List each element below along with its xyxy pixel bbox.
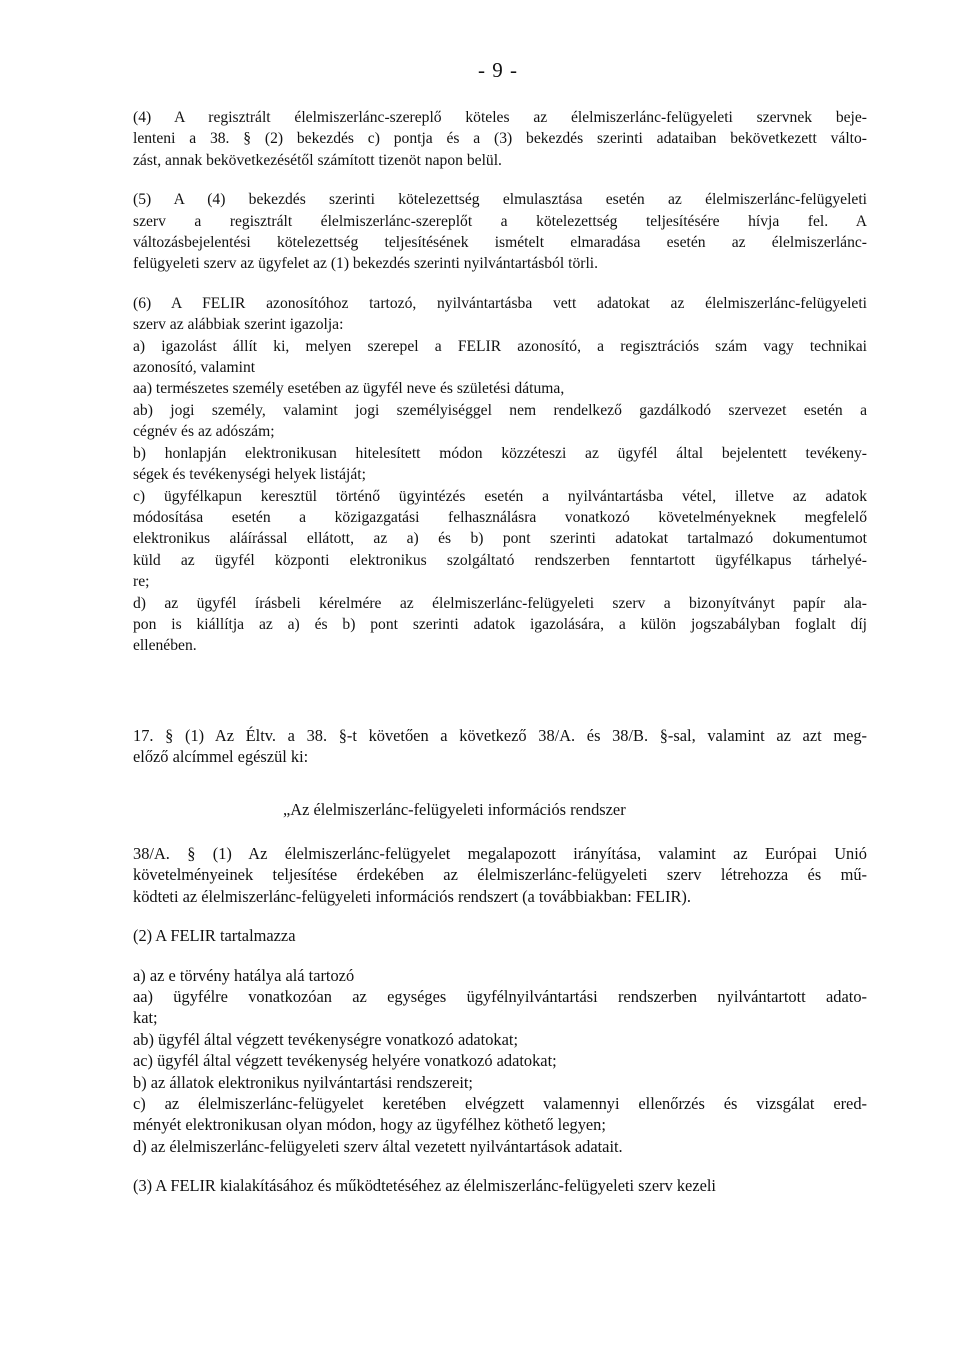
subtitle-felir: „Az élelmiszerlánc-felügyeleti információs rendszer	[283, 799, 626, 819]
paragraph-p6-line: ab) jogi személy, valamint jogi személyiséggel nem rendelkező gazdálkodó szervezet esetén a	[133, 401, 867, 419]
paragraph-p38a1-line: követelményeinek teljesítése érdekében az élelmiszerlánc-felügyeleti szerv létrehozza és mű-	[133, 865, 867, 885]
paragraph-p38a3	[133, 1175, 867, 1196]
paragraph-p4	[133, 107, 867, 171]
section-17	[133, 725, 867, 768]
paragraph-p38a2-line: (2) A FELIR tartalmazza	[133, 926, 296, 946]
paragraph-p38a2list-line: a) az e törvény hatálya alá tartozó	[133, 965, 355, 985]
paragraph-p6-line: a) igazolást állít ki, melyen szerepel a FELIR azonosító, a regisztrációs szám vagy technikai	[133, 337, 867, 355]
paragraph-p38a2list-line: d) az élelmiszerlánc-felügyeleti szerv által vezetett nyilvántartások adatait.	[133, 1136, 623, 1156]
paragraph-p38a2list-line: ményét elektronikusan olyan módon, hogy az ügyfélhez köthető legyen;	[133, 1115, 606, 1135]
paragraph-p6-line: b) honlapján elektronikusan hitelesített módon közzéteszi az ügyfél által bejelentett tevékeny-	[133, 444, 867, 462]
paragraph-p6-line: küld az ügyfél központi elektronikus szolgáltató rendszerben fenntartott ügyfélkapus tárhelyé-	[133, 551, 867, 569]
paragraph-p38a2list-line: ab) ügyfél által végzett tevékenységre vonatkozó adatokat;	[133, 1029, 519, 1049]
paragraph-p6-line: ségek és tevékenységi helyek listáját;	[133, 466, 366, 484]
paragraph-p5-line: (5) A (4) bekezdés szerinti kötelezettség elmulasztása esetén az élelmiszerlánc-felügyeleti	[133, 191, 867, 209]
paragraph-p6-line: (6) A FELIR azonosítóhoz tartozó, nyilvántartásba vett adatokat az élelmiszerlánc-felügyeleti	[133, 294, 867, 312]
paragraph-p38a2list-line: kat;	[133, 1008, 158, 1028]
paragraph-p5-line: szerv a regisztrált élelmiszerlánc-szereplőt a kötelezettség teljesítésére hívja fel. A	[133, 212, 867, 230]
paragraph-p38a2list	[133, 965, 867, 1158]
paragraph-p5-line: változásbejelentési kötelezettség teljesítésének ismételt elmaradása esetén az élelmiszerlánc-	[133, 234, 867, 252]
section-38a	[133, 843, 867, 1197]
paragraph-p4-line: lenteni a 38. § (2) bekezdés c) pontja és a (3) bekezdés szerinti adataiban bekövetkezett válto-	[133, 130, 867, 148]
paragraph-p6	[133, 293, 867, 657]
document-body	[133, 107, 867, 1215]
paragraph-p6-line: pon is kiállítja az a) és b) pont szerinti adatok igazolására, a külön jogszabályban foglalt díj	[133, 615, 867, 633]
paragraph-p6-line: ellenében.	[133, 637, 197, 655]
paragraph-p38a2list-line: b) az állatok elektronikus nyilvántartási rendszereit;	[133, 1072, 473, 1092]
paragraph-p6-line: szerv az alábbiak szerint igazolja:	[133, 316, 344, 334]
paragraph-p6-line: c) ügyfélkapun keresztül történő ügyintézés esetén a nyilvántartásba vétel, illetve az adatok	[133, 487, 867, 505]
paragraph-p6-line: módosítása esetén a közigazgatási felhasználásra vonatkozó követelményeknek megfelelő	[133, 508, 867, 526]
paragraph-p38a3-line: (3) A FELIR kialakításához és működtetéséhez az élelmiszerlánc-felügyeleti szerv kezeli	[133, 1176, 716, 1196]
paragraph-p6-line: re;	[133, 573, 150, 591]
paragraph-p38a2list-line: ac) ügyfél által végzett tevékenység helyére vonatkozó adatokat;	[133, 1051, 557, 1071]
paragraph-p5	[133, 189, 867, 275]
paragraph-p4-line: zást, annak bekövetkezésétől számított tizenöt napon belül.	[133, 151, 502, 169]
section-17-line: 17. § (1) Az Éltv. a 38. §-t követően a következő 38/A. és 38/B. §-sal, valamint az azt meg-	[133, 725, 867, 745]
section-17-line: előző alcímmel egészül ki:	[133, 747, 309, 767]
section-38-amendment	[133, 107, 867, 657]
paragraph-p6-line: elektronikus aláírással ellátott, az a) és b) pont szerinti adatokat tartalmazó dokumentumot	[133, 530, 867, 548]
page-number: - 9 -	[478, 58, 518, 82]
paragraph-p38a1	[133, 843, 867, 907]
paragraph-p6-line: aa) természetes személy esetében az ügyfél neve és születési dátuma,	[133, 380, 565, 398]
paragraph-p6-line: azonosító, valamint	[133, 359, 256, 377]
paragraph-p6-line: d) az ügyfél írásbeli kérelmére az élelmiszerlánc-felügyeleti szerv a bizonyítványt papír ala-	[133, 594, 867, 612]
paragraph-p6-line: cégnév és az adószám;	[133, 423, 275, 441]
paragraph-p38a2list-line: aa) ügyfélre vonatkozóan az egységes ügyfélnyilvántartási rendszerben nyilvántartott adato-	[133, 987, 867, 1006]
paragraph-p38a2	[133, 925, 867, 946]
paragraph-p5-line: felügyeleti szerv az ügyfelet az (1) bekezdés szerinti nyilvántartásból törli.	[133, 255, 599, 273]
paragraph-p38a2list-line: c) az élelmiszerlánc-felügyelet keretében elvégzett valamennyi ellenőrzés és vizsgálat ered-	[133, 1094, 867, 1114]
paragraph-p38a1-line: ködteti az élelmiszerlánc-felügyeleti információs rendszert (a továbbiakban: FELIR).	[133, 886, 691, 906]
paragraph-p38a1-line: 38/A. § (1) Az élelmiszerlánc-felügyelet megalapozott irányítása, valamint az Európai Unió	[133, 843, 867, 863]
paragraph-p4-line: (4) A regisztrált élelmiszerlánc-szereplő köteles az élelmiszerlánc-felügyeleti szervnek beje-	[133, 109, 867, 126]
